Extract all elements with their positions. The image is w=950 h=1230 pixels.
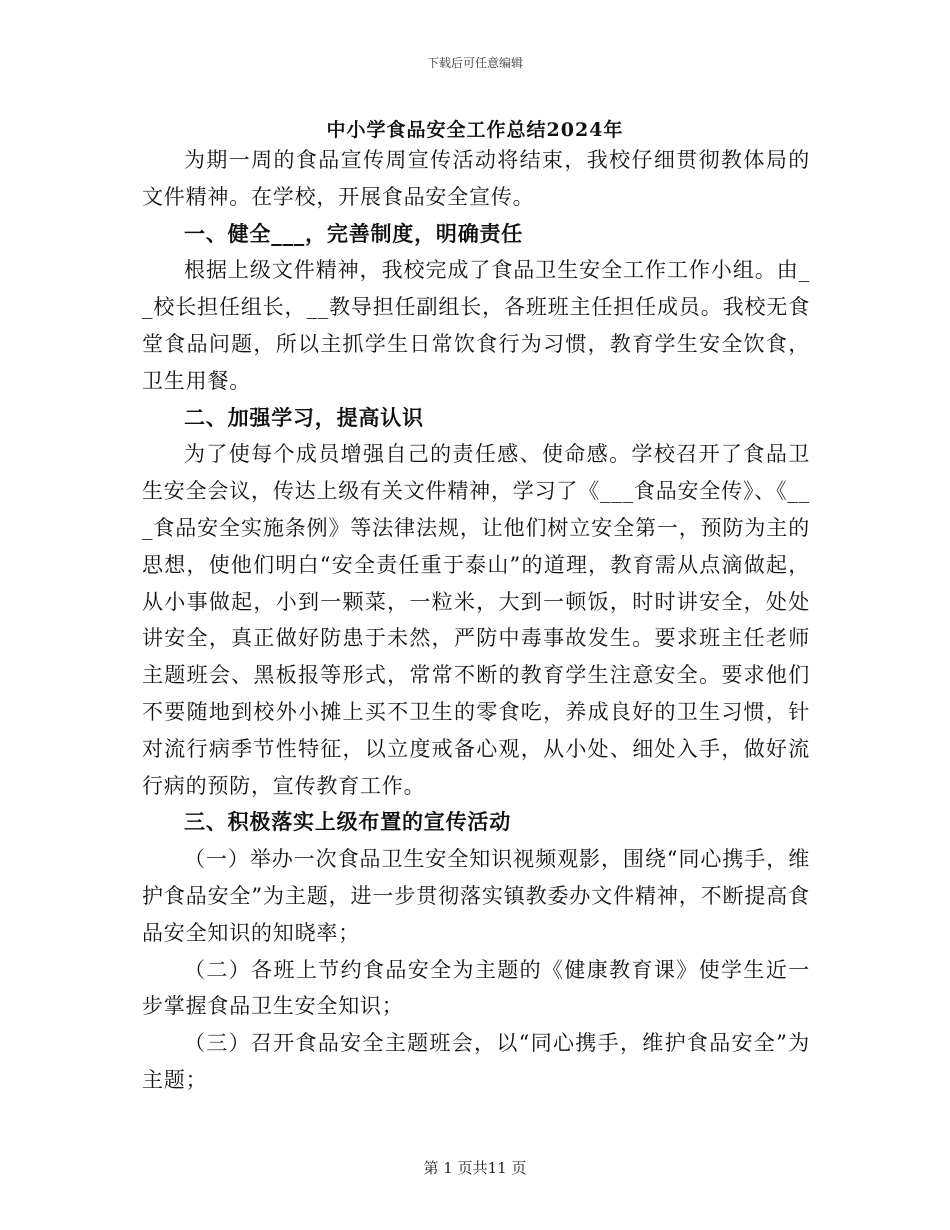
document-title: 中小学食品安全工作总结2024年: [326, 119, 624, 141]
section-heading-2: 二、加强学习，提高认识: [184, 404, 424, 430]
section-2-paragraph: 为了使每个成员增强自己的责任感、使命感。学校召开了食品卫生安全会议，传达上级有关文件精神，学习了《___食品安全传》、《___食品安全实施条例》等法律法规，让他们树立安全第一，预防为主的思想，使他们明白“安全责任重于泰山”的道理，教育需从点滴做起，从小事做起，小到一颗菜，一粒米，大到一顿饭，时时讲安全，处处讲安全，真正做好防患于未然，严防中毒事故发生。要求班主任老师主题班会、黑板报等形式，常常不断的教育学生注意安全。要求他们不要随地到校外小摊上买不卫生的零食吃，养成良好的卫生习惯，针对流行病季节性特征，以立度戒备心观，从小处、细处入手，做好流行病的预防，宣传教育工作。: [142, 442, 810, 798]
section-1-paragraph: 根据上级文件精神，我校完成了食品卫生安全工作工作小组。由__校长担任组长，__教导担任副组长，各班班主任担任成员。我校无食堂食品问题，所以主抓学生日常饮食行为习惯，教育学生安全饮食，卫生用餐。: [142, 258, 810, 393]
activity-item-3: （三）召开食品安全主题班会，以“同心携手，维护食品安全”为主题；: [142, 1031, 810, 1092]
section-heading-3: 三、积极落实上级布置的宣传活动: [184, 809, 511, 835]
section-heading-1: 一、健全___，完善制度，明确责任: [184, 220, 524, 246]
footer-current-page: 1: [443, 1159, 453, 1177]
footer-total-pages: 11: [487, 1159, 507, 1177]
footer-prefix: 第: [423, 1159, 439, 1177]
activity-item-1: （一）举办一次食品卫生安全知识视频观影，围绕“同心携手，维护食品安全”为主题，进一步贯彻落实镇教委办文件精神，不断提高食品安全知识的知晓率；: [142, 847, 810, 945]
footer-suffix: 页: [511, 1159, 527, 1177]
intro-paragraph: 为期一周的食品宣传周宣传活动将结束，我校仔细贯彻教体局的文件精神。在学校，开展食品安全宣传。: [142, 148, 810, 209]
page-footer: [0, 1157, 950, 1178]
footer-middle: 页共: [457, 1159, 488, 1177]
document-body: [142, 142, 810, 1099]
activity-item-2: （二）各班上节约食品安全为主题的《健康教育课》使学生近一步掌握食品卫生安全知识；: [142, 957, 810, 1019]
header-note: 下载后可任意编辑: [426, 56, 523, 70]
